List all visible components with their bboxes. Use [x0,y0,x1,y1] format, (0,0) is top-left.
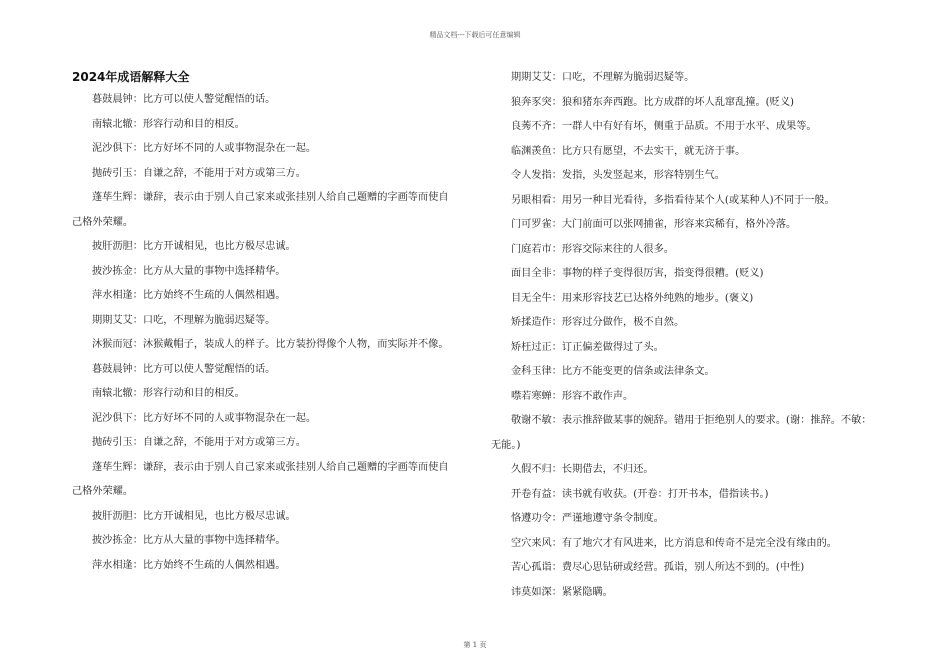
right-column [491,66,875,605]
idiom-entry: 蓬荜生辉：谦辞，表示由于别人自己家来或张挂别人给自己题赠的字画等而使自己格外荣耀。 [72,461,449,497]
idiom-entry: 披沙拣金：比方从大量的事物中选择精华。 [92,535,286,546]
idiom-entry: 南辕北辙：形容行动和目的相反。 [92,118,245,130]
idiom-entry: 抛砖引玉：自谦之辞，不能用于对方或第三方。 [92,167,306,179]
right-entry-list [491,66,875,605]
idiom-entry: 恪遵功令：严谨地遵守条令制度。 [511,513,664,524]
idiom-entry: 蓬荜生辉：谦辞，表示由于别人自己家来或张挂别人给自己题赠的字画等而使自己格外荣耀。 [72,192,449,228]
idiom-entry: 金科玉律：比方不能变更的信条或法律条文。 [511,366,715,377]
idiom-entry: 目无全牛：用来形容技艺已达格外纯熟的地步。(褒义) [511,292,754,304]
left-entry-list [72,88,456,578]
idiom-entry: 期期艾艾：口吃，不理解为脆弱迟疑等。 [511,72,695,83]
page-number: 第 1 页 [463,641,487,649]
idiom-entry: 空穴来风：有了地穴才有风进来，比方消息和传奇不是完全没有缘由的。 [511,537,837,549]
idiom-entry: 噤若寒蝉：形容不敢作声。 [511,390,634,402]
idiom-entry: 沐猴而冠：沐猴戴帽子，装成人的样子。比方装扮得像个人物，而实际并不像。 [92,339,449,350]
left-column [72,66,456,578]
idiom-entry: 期期艾艾：口吃，不理解为脆弱迟疑等。 [92,314,276,326]
idiom-entry: 矫枉过正：订正偏差做得过了头。 [511,341,664,353]
idiom-entry: 暮鼓晨钟：比方可以使人警觉醒悟的话。 [92,94,276,105]
idiom-entry: 披肝沥胆：比方开诚相见，也比方极尽忠诚。 [92,510,296,522]
idiom-entry: 久假不归：长期借去，不归还。 [511,464,654,475]
idiom-entry: 临渊羡鱼：比方只有愿望，不去实干，就无济于事。 [511,145,746,157]
idiom-entry: 萍水相逢：比方始终不生疏的人偶然相遇。 [92,290,286,301]
idiom-entry: 门可罗雀：大门前面可以张网捕雀，形容来宾稀有，格外冷落。 [511,219,797,230]
idiom-entry: 抛砖引玉：自谦之辞，不能用于对方或第三方。 [92,437,306,448]
idiom-entry: 泥沙俱下：比方好坏不同的人或事物混杂在一起。 [92,143,317,154]
idiom-entry: 萍水相逢：比方始终不生疏的人偶然相遇。 [92,559,286,571]
idiom-entry: 门庭若市：形容交际来往的人很多。 [511,243,674,255]
idiom-entry: 暮鼓晨钟：比方可以使人警觉醒悟的话。 [92,363,276,375]
idiom-entry: 苦心孤诣：费尽心思钻研或经营。孤诣，别人所达不到的。(中性) [511,562,805,573]
idiom-entry: 开卷有益：读书就有收获。(开卷：打开书本，借指读书。) [511,488,769,500]
idiom-entry: 披肝沥胆：比方开诚相见，也比方极尽忠诚。 [92,241,296,252]
idiom-entry: 南辕北辙：形容行动和目的相反。 [92,388,245,399]
idiom-entry: 面目全非：事物的样子变得很厉害，指变得很糟。(贬义) [511,268,764,279]
document-title: 2024年成语解释大全 [72,70,190,84]
idiom-entry: 狼奔豕突：狼和猪东奔西跑。比方成群的坏人乱窜乱撞。(贬义) [511,96,795,108]
idiom-entry: 披沙拣金：比方从大量的事物中选择精华。 [92,265,286,277]
idiom-entry: 矫揉造作：形容过分做作，极不自然。 [511,317,685,328]
idiom-entry: 泥沙俱下：比方好坏不同的人或事物混杂在一起。 [92,412,317,424]
page-header: 精品文档---下载后可任意编辑 [429,31,521,39]
idiom-entry: 敬谢不敏：表示推辞做某事的婉辞。错用于拒绝别人的要求。(谢：推辞。不敏：无能。) [491,415,872,451]
idiom-entry: 讳莫如深：紧紧隐瞒。 [511,586,613,598]
idiom-entry: 另眼相看：用另一种目光看待，多指看待某个人(或某种人)不同于一般。 [511,194,835,206]
idiom-entry: 良莠不齐：一群人中有好有坏，侧重于品质。不用于水平、成果等。 [511,121,817,132]
idiom-entry: 令人发指：发指，头发竖起来，形容特别生气。 [511,170,725,181]
